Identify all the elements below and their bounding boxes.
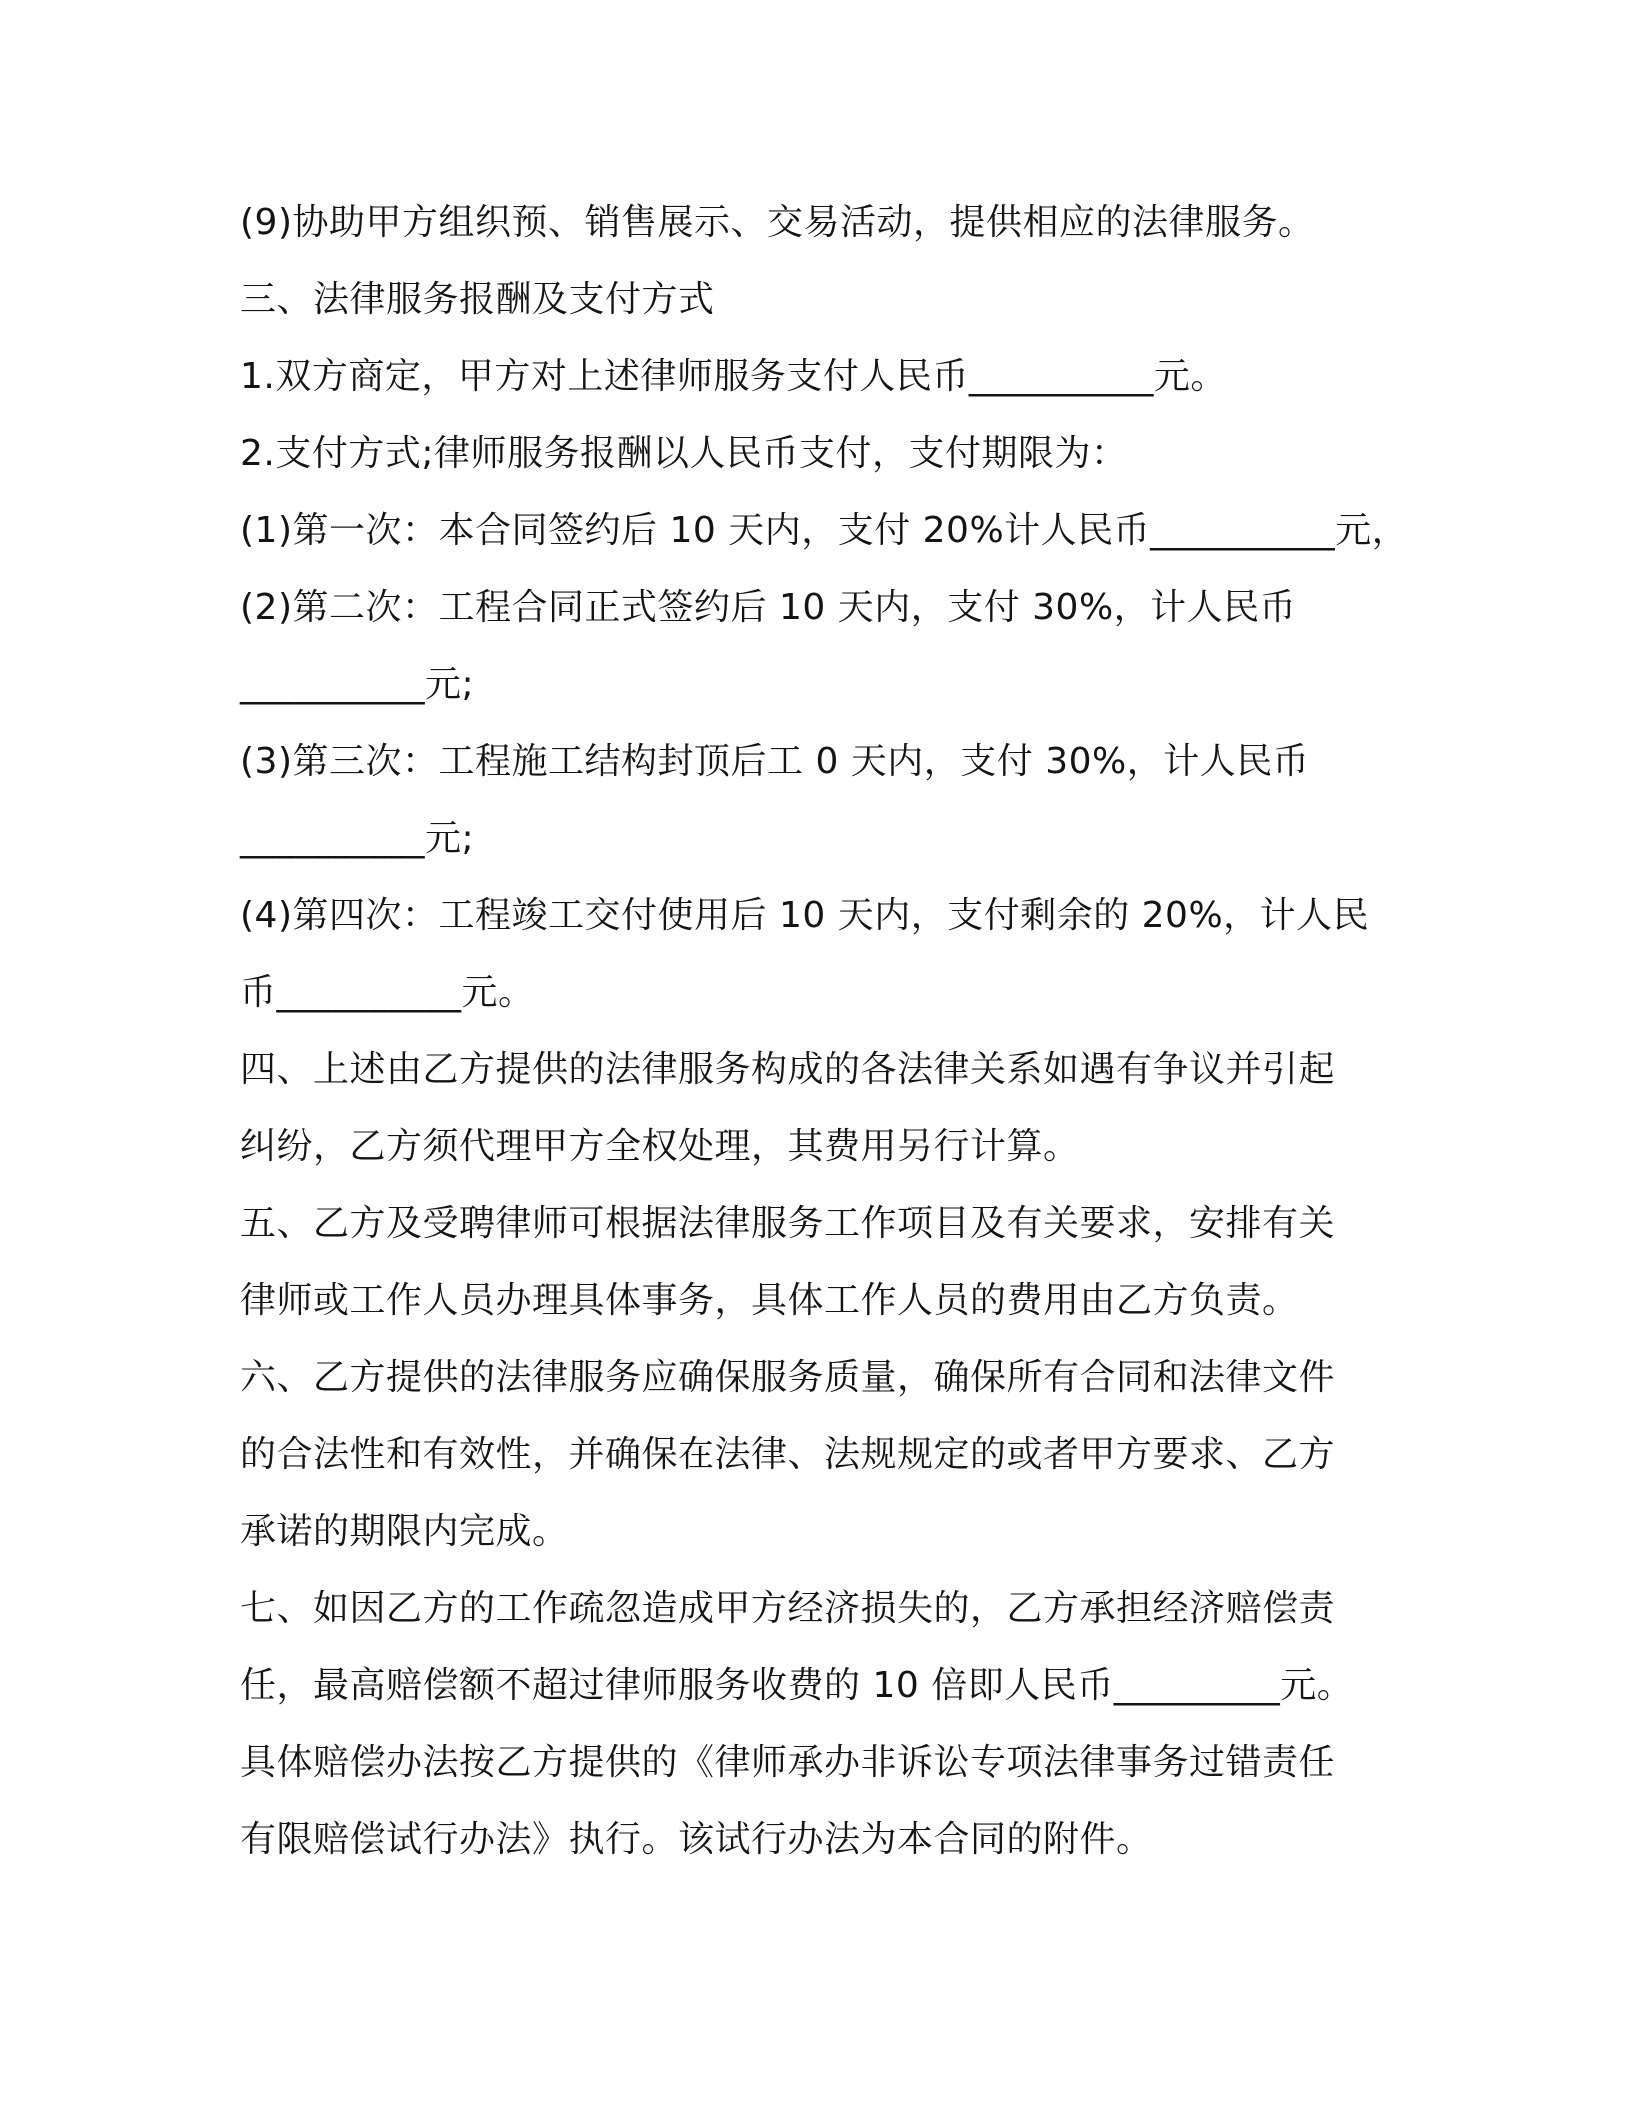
- text-line: (4)第四次：工程竣工交付使用后 10 天内，支付剩余的 20%，计人民: [240, 895, 1370, 936]
- text-line: 四、上述由乙方提供的法律服务构成的各法律关系如遇有争议并引起: [240, 1049, 1336, 1090]
- text-line: 任，最高赔偿额不超过律师服务收费的 10 倍即人民币_________元。: [240, 1665, 1354, 1706]
- text-line: (2)第二次：工程合同正式签约后 10 天内，支付 30%，计人民币: [240, 587, 1297, 628]
- text-line: __________元;: [240, 664, 475, 705]
- text-line: 币__________元。: [240, 972, 535, 1013]
- text-line: (9)协助甲方组织预、销售展示、交易活动，提供相应的法律服务。: [240, 202, 1315, 243]
- text-line: 六、乙方提供的法律服务应确保服务质量，确保所有合同和法律文件: [240, 1357, 1336, 1398]
- text-line: 2.支付方式;律师服务报酬以人民币支付，支付期限为：: [240, 433, 1128, 474]
- text-line: 五、乙方及受聘律师可根据法律服务工作项目及有关要求，安排有关: [240, 1203, 1336, 1244]
- text-line: 七、如因乙方的工作疏忽造成甲方经济损失的，乙方承担经济赔偿责: [240, 1588, 1336, 1629]
- document-body: [240, 184, 1440, 1878]
- text-line: (3)第三次：工程施工结构封顶后工 0 天内，支付 30%，计人民币: [240, 741, 1310, 782]
- text-line: 的合法性和有效性，并确保在法律、法规规定的或者甲方要求、乙方: [240, 1434, 1336, 1475]
- text-line: __________元;: [240, 818, 475, 859]
- text-line: 律师或工作人员办理具体事务，具体工作人员的费用由乙方负责。: [240, 1280, 1299, 1321]
- text-line: 纠纷，乙方须代理甲方全权处理，其费用另行计算。: [240, 1126, 1080, 1167]
- text-line: 1.双方商定，甲方对上述律师服务支付人民币__________元。: [240, 356, 1227, 397]
- text-line: (1)第一次：本合同签约后 10 天内，支付 20%计人民币__________元，: [240, 510, 1409, 551]
- text-line: 具体赔偿办法按乙方提供的《律师承办非诉讼专项法律事务过错责任: [240, 1742, 1336, 1783]
- text-line: 承诺的期限内完成。: [240, 1511, 569, 1552]
- text-line: 有限赔偿试行办法》执行。该试行办法为本合同的附件。: [240, 1819, 1153, 1860]
- section-heading: 三、法律服务报酬及支付方式: [240, 279, 715, 320]
